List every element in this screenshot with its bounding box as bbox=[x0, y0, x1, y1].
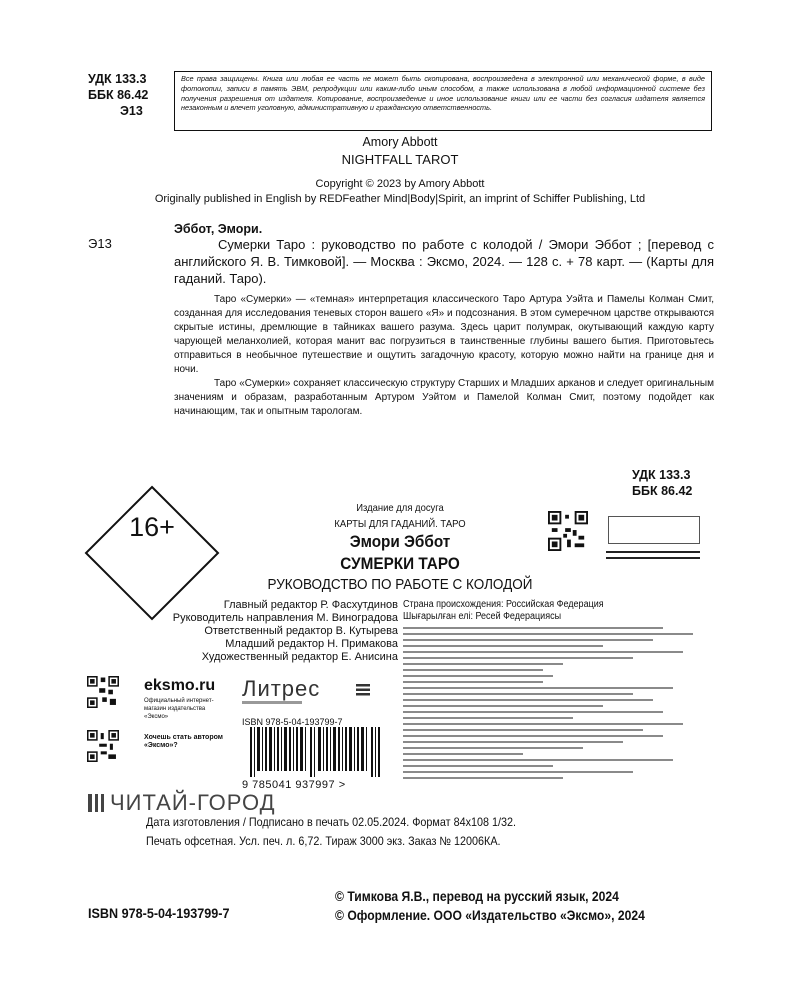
original-author: Amory Abbott bbox=[362, 135, 438, 149]
card-classification bbox=[632, 467, 692, 499]
edition-type: Издание для досуга bbox=[356, 502, 444, 514]
card-index: Э13 bbox=[88, 236, 112, 251]
translation-copyright: © Тимкова Я.В., перевод на русский язык, 2024 bbox=[335, 889, 619, 904]
eksmo-qr-icon bbox=[87, 676, 119, 708]
origin-ru: Страна происхождения: Российская Федерация bbox=[403, 599, 604, 610]
chitai-gorod-logo: ЧИТАЙ-ГОРОД bbox=[110, 790, 276, 815]
isbn: ISBN 978-5-04-193799-7 bbox=[88, 905, 230, 921]
author-call-caption: Хочешь стать автором «Эксмо»? bbox=[144, 734, 223, 749]
original-copyright: Copyright © 2023 by Amory Abbott bbox=[315, 178, 485, 190]
card-udk: УДК 133.3 bbox=[632, 468, 691, 482]
staff-line: Ответственный редактор В. Кутырева bbox=[204, 625, 398, 637]
author-index: Э13 bbox=[120, 104, 143, 118]
eksmo-shop-caption: Официальный интернет-магазин издательства «Эксмо» bbox=[144, 698, 214, 720]
original-title: NIGHTFALL TAROT bbox=[341, 152, 459, 167]
production-date: Дата изготовления / Подписано в печать 02.05.2024. Формат 84x108 1/32. bbox=[146, 815, 517, 829]
author-qr-icon bbox=[87, 730, 119, 762]
barcode-number: 9 785041 937997 > bbox=[242, 779, 346, 791]
annotation-paragraph-2: Таро «Сумерки» сохраняет классическую структуру Старших и Младших арканов и следует оригинальным значениям и образам, разработанным Артуром Уэйтом и Памелой Колман Смит, поэтому подойдет как начинающим, так и опытным тарологам. bbox=[174, 378, 714, 417]
udk-code: УДК 133.3 bbox=[88, 72, 147, 86]
print-details: Печать офсетная. Усл. печ. л. 6,72. Тираж 3000 экз. Заказ № 12006КА. bbox=[146, 834, 501, 848]
staff-line: Руководитель направления М. Виноградова bbox=[172, 612, 398, 624]
card-description-text: Сумерки Таро : руководство по работе с колодой / Эмори Эббот ; [перевод с английского Я. В. Тимковой]. — Москва : Эксмо, 2024. — 128 с. + 78 карт. — (Карты для гаданий. Таро). bbox=[174, 237, 714, 286]
qr-code-icon bbox=[548, 511, 588, 551]
card-description bbox=[174, 236, 714, 287]
age-rating: 16+ bbox=[129, 512, 175, 542]
litres-logo-mark-icon bbox=[356, 683, 370, 697]
original-publisher: Originally published in English by REDFeather Mind|Body|Spirit, an imprint of Schiffer Publishing, Ltd bbox=[154, 193, 646, 205]
litres-logo: Литрес bbox=[242, 676, 321, 701]
card-bbk: ББК 86.42 bbox=[632, 484, 693, 498]
barcode-isbn: ISBN 978-5-04-193799-7 bbox=[242, 717, 343, 727]
rights-notice: Все права защищены. Книга или любая ее часть не может быть скопирована, воспроизведена в электронной или механической форме, в виде фотокопии, записи в память ЭВМ, репродукции или каким-либо иным способом, а также использована в любой информационной системе без получения разрешения от издателя. Копирование, воспроизведение и иное использование книги или ее части без согласия издателя является незаконным и влечет уголовную, административную и гражданскую ответственность. bbox=[174, 71, 712, 131]
top-classification bbox=[88, 71, 148, 119]
origin-kz: Шығарылған елі: Ресей Федерациясы bbox=[403, 611, 562, 622]
annotation-paragraph-1: Таро «Сумерки» — «темная» интерпретация классического Таро Артура Уэйта и Памелы Колман Смит, созданная для исследования теневых сторон вашего «Я» и подсознания. В этом сумеречном царстве открываются скрытые истины, дремлющие в тайниках вашего разума. Здесь царит полумрак, окутывающий каждую карту чарующей меланхолией, которая манит вас погрузиться в таинственные глубины вашего бытия. Приготовьтесь отправиться в необычное путешествие и ощутить загадочную красоту, которую можно найти на границе дня и ночи. bbox=[174, 294, 714, 375]
barcode-icon bbox=[250, 727, 380, 777]
rating-stamp-box bbox=[608, 516, 700, 544]
card-author: Эббот, Эмори. bbox=[174, 222, 263, 236]
annotation bbox=[174, 293, 714, 419]
manufacturer-fine-print bbox=[403, 627, 703, 817]
litres-caption-line bbox=[242, 701, 302, 704]
editorial-staff bbox=[98, 599, 398, 664]
design-copyright: © Оформление. ООО «Издательство «Эксмо», 2024 bbox=[335, 908, 645, 923]
book-title: СУМЕРКИ ТАРО bbox=[340, 554, 460, 573]
book-author: Эмори Эббот bbox=[349, 532, 451, 551]
staff-line: Художественный редактор Е. Анисина bbox=[201, 651, 398, 663]
staff-line: Главный редактор Р. Фасхутдинов bbox=[223, 599, 398, 611]
rating-caption bbox=[606, 548, 700, 559]
country-of-origin bbox=[403, 599, 604, 623]
book-subtitle: РУКОВОДСТВО ПО РАБОТЕ С КОЛОДОЙ bbox=[267, 576, 533, 593]
chitai-gorod-mark-icon bbox=[88, 794, 108, 812]
footer-copyrights bbox=[335, 887, 645, 925]
eksmo-url: eksmo.ru bbox=[144, 677, 216, 694]
bbk-code: ББК 86.42 bbox=[88, 88, 149, 102]
staff-line: Младший редактор Н. Примакова bbox=[225, 638, 398, 650]
edition-series: КАРТЫ ДЛЯ ГАДАНИЙ. ТАРО bbox=[334, 518, 466, 530]
